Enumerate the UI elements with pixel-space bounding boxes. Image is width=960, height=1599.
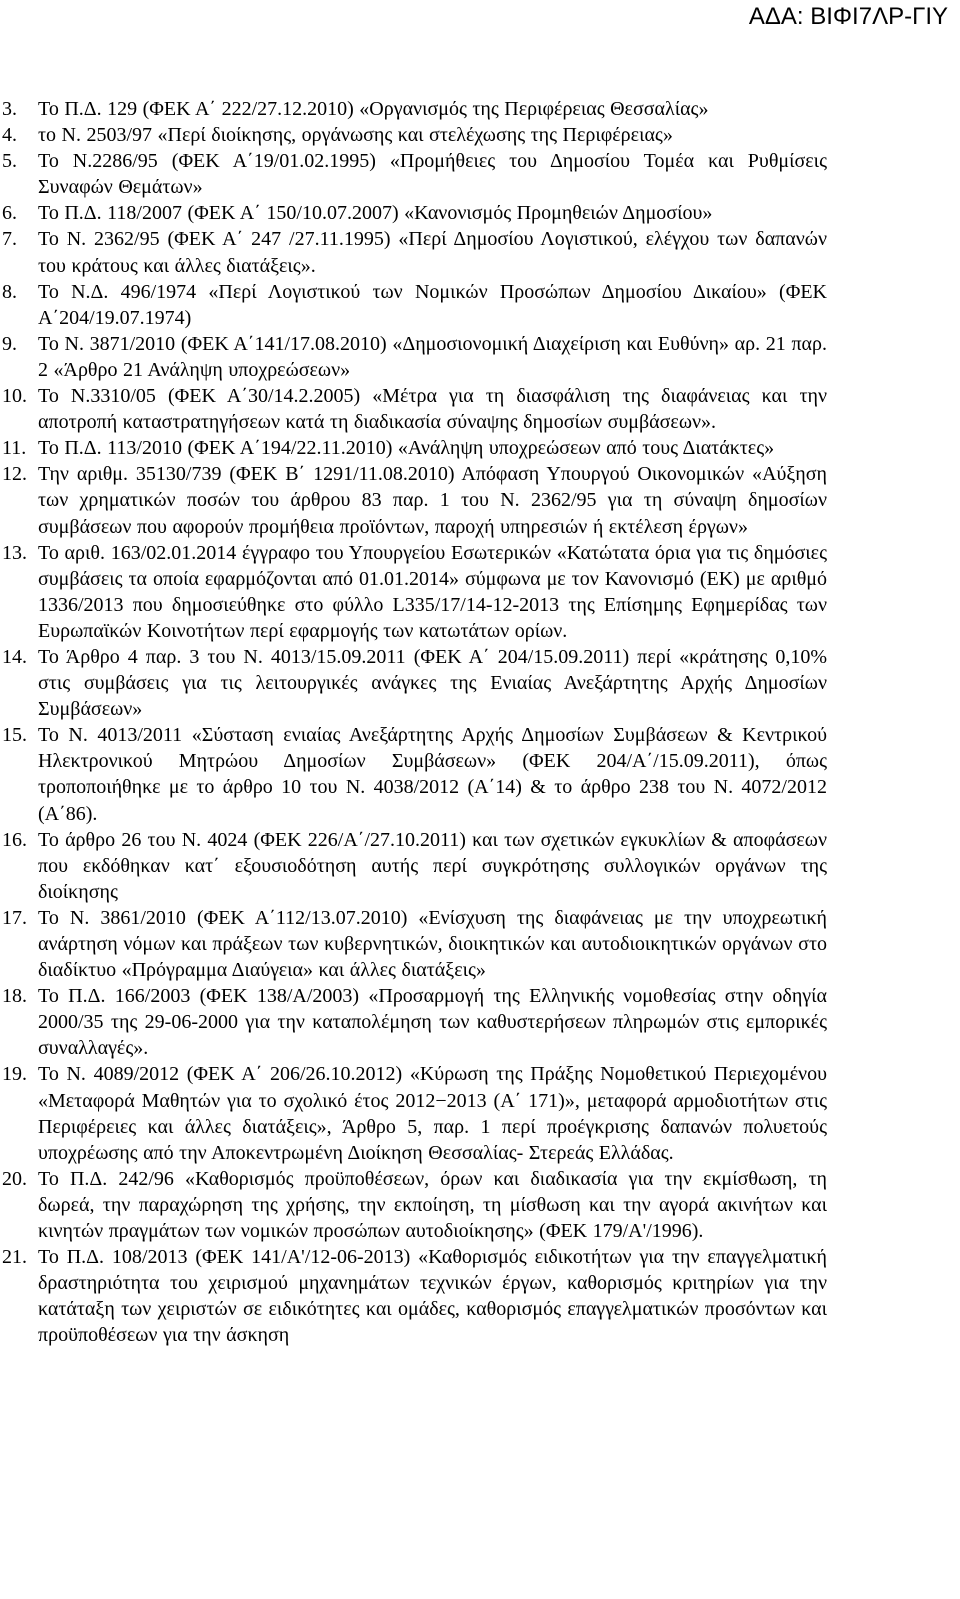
list-item (0, 644, 960, 722)
item-number: 3. (2, 98, 17, 120)
list-item (0, 1061, 960, 1165)
item-text: Το Ν.Δ. 496/1974 «Περί Λογιστικού των Νομικών Προσώπων Δημοσίου Δικαίου» (ΦΕΚ Α΄204/19.07.1974) (38, 280, 827, 329)
list-item (0, 122, 960, 148)
item-text: Το Π.Δ. 108/2013 (ΦΕΚ 141/Α'/12-06-2013) «Καθορισμός ειδικοτήτων για την επαγγελματική δραστηριότητα του χειρισμού μηχανημάτων τεχνικών έργων, καθορισμός κριτηρίων για την κατάταξη των χειριστών σε ειδικότητες και ομάδες, καθορισμός επαγγελματικών προσόντων και προϋποθέσεων για την άσκηση (38, 1246, 827, 1347)
item-number: 11. (2, 437, 27, 460)
item-text: Το Ν.3310/05 (ΦΕΚ Α΄30/14.2.2005) «Μέτρα για τη διασφάλιση της διαφάνειας και την αποτροπή καταστρατηγήσεων κατά τη διαδικασία σύναψης δημοσίων συμβάσεων». (38, 385, 827, 434)
item-text: Το Π.Δ. 118/2007 (ΦΕΚ Α΄ 150/10.07.2007) «Κανονισμός Προμηθειών Δημοσίου» (38, 202, 713, 225)
list-item (0, 331, 960, 383)
item-text: Το Ν. 3871/2010 (ΦΕΚ Α΄141/17.08.2010) «Δημοσιονομική Διαχείριση και Ευθύνη» αρ. 21 παρ. 2 «Άρθρο 21 Ανάληψη υποχρεώσεων» (38, 332, 827, 381)
item-number: 15. (2, 724, 27, 747)
item-number: 19. (2, 1063, 27, 1086)
list-item (0, 148, 960, 200)
item-text: Την αριθμ. 35130/739 (ΦΕΚ Β΄ 1291/11.08.2010) Απόφαση Υπουργού Οικονομικών «Αύξηση των χρηματικών ποσών του άρθρου 83 παρ. 1 του Ν. 2362/95 για τη σύναψη δημοσίων συμβάσεων που αφορούν προμήθεια προϊόντων, παροχή υπηρεσιών ή εκτέλεση έργων» (38, 463, 827, 538)
item-text: Το Ν. 4089/2012 (ΦΕΚ Α΄ 206/26.10.2012) «Κύρωση της Πράξης Νομοθετικού Περιεχομένου «Μεταφορά Μαθητών για το σχολικό έτος 2012−2013 (Α΄ 171)», μεταφορά αρμοδιοτήτων στις Περιφέρειες και άλλες διατάξεις», Άρθρο 5, παρ. 1 περί προέγκρισης δαπανών πολυετούς υποχρέωσης από την Αποκεντρωμένη Διοίκηση Θεσσαλίας- Στερεάς Ελλάδας. (38, 1063, 827, 1164)
item-text: Το Π.Δ. 242/96 «Καθορισμός προϋποθέσεων, όρων και διαδικασία για την εκμίσθωση, τη δωρεά, την παραχώρηση της χρήσης, την εκποίηση, τη μίσθωση και την αγορά ακινήτων και κινητών πραγμάτων των νομικών προσώπων αυτοδιοίκησης» (ΦΕΚ 179/Α'/1996). (38, 1167, 827, 1243)
item-text: το Ν. 2503/97 «Περί διοίκησης, οργάνωσης και στελέχωσης της Περιφέρειας» (38, 124, 673, 147)
item-number: 17. (2, 906, 27, 929)
item-text: Το Ν. 2362/95 (ΦΕΚ Α΄ 247 /27.11.1995) «Περί Δημοσίου Λογιστικού, ελέγχου των δαπανών του κράτους και άλλες διατάξεις». (38, 228, 827, 277)
item-number: 20. (2, 1167, 27, 1190)
list-item (0, 983, 960, 1061)
list-item (0, 540, 960, 644)
item-number: 21. (2, 1246, 27, 1269)
item-number: 9. (2, 332, 17, 355)
item-text: Το Άρθρο 4 παρ. 3 του Ν. 4013/15.09.2011 (ΦΕΚ Α΄ 204/15.09.2011) περί «κράτησης 0,10% στις συμβάσεις για τις λειτουργικές ανάγκες της Ενιαίας Ανεξάρτητης Αρχής Δημοσίων Συμβάσεων» (38, 645, 827, 721)
item-text: Το Ν.2286/95 (ΦΕΚ Α΄19/01.02.1995) «Προμήθειες του Δημοσίου Τομέα και Ρυθμίσεις Συναφών Θεμάτων» (38, 150, 827, 199)
item-number: 6. (2, 202, 17, 225)
list-item (0, 1166, 960, 1244)
list-item (0, 96, 960, 122)
item-number: 13. (2, 541, 27, 564)
list-item (0, 200, 960, 226)
item-text: Το άρθρο 26 του Ν. 4024 (ΦΕΚ 226/Α΄/27.10.2011) και των σχετικών εγκυκλίων & αποφάσεων που εκδόθηκαν κατ΄ εξουσιοδότηση αυτής περί συγκρότησης συλλογικών οργάνων της διοίκησης (38, 828, 827, 903)
item-number: 18. (2, 985, 27, 1008)
item-text: Το Π.Δ. 166/2003 (ΦΕΚ 138/Α/2003) «Προσαρμογή της Ελληνικής νομοθεσίας στην οδηγία 2000/35 της 29-06-2000 για την καταπολέμηση των καθυστερήσεων πληρωμών στις εμπορικές συναλλαγές». (38, 985, 827, 1060)
list-item (0, 279, 960, 331)
item-text: Το Π.Δ. 129 (ΦΕΚ Α΄ 222/27.12.2010) «Οργανισμός της Περιφέρειας Θεσσαλίας» (38, 98, 709, 120)
list-item (0, 435, 960, 461)
item-text: Το Π.Δ. 113/2010 (ΦΕΚ Α΄194/22.11.2010) «Ανάληψη υποχρεώσεων από τους Διατάκτες» (38, 437, 775, 460)
item-number: 5. (2, 150, 17, 173)
item-number: 10. (2, 385, 27, 408)
list-item (0, 827, 960, 905)
list-item (0, 722, 960, 826)
list-item (0, 905, 960, 983)
item-text: Το αριθ. 163/02.01.2014 έγγραφο του Υπουργείου Εσωτερικών «Κατώτατα όρια για τις δημόσιες συμβάσεις τα οποία εφαρμόζονται από 01.01.2014» σύμφωνα με τον Κανονισμό (ΕΚ) με αριθμό 1336/2013 που δημοσιεύθηκε στο φύλλο L335/17/14-12-2013 της Επίσημης Εφημερίδας των Ευρωπαϊκών Κοινοτήτων περί εφαρμογής των κατωτάτων ορίων. (38, 541, 827, 642)
item-text: Το Ν. 3861/2010 (ΦΕΚ Α΄112/13.07.2010) «Ενίσχυση της διαφάνειας με την υποχρεωτική ανάρτηση νόμων και πράξεων των κυβερνητικών, διοικητικών και αυτοδιοικητικών οργάνων στο διαδίκτυο «Πρόγραμμα Διαύγεια» και άλλες διατάξεις» (38, 906, 827, 982)
item-number: 16. (2, 828, 27, 851)
legal-references-list (0, 96, 960, 1349)
item-number: 7. (2, 228, 17, 251)
ada-code: ΑΔΑ: ΒΙΦΙ7ΛΡ-ΓΙΥ (748, 3, 948, 30)
list-item (0, 383, 960, 435)
item-text: Το Ν. 4013/2011 «Σύσταση ενιαίας Ανεξάρτητης Αρχής Δημοσίων Συμβάσεων & Κεντρικού Ηλεκτρονικού Μητρώου Δημοσίων Συμβάσεων» (ΦΕΚ 204/Α΄/15.09.2011), όπως τροποποιήθηκε με το άρθρο 10 του Ν. 4038/2012 (Α΄14) & το άρθρο 238 του Ν. 4072/2012 (Α΄86). (38, 724, 827, 825)
item-number: 12. (2, 463, 27, 486)
item-number: 14. (2, 645, 27, 668)
item-number: 8. (2, 280, 17, 303)
item-number: 4. (2, 124, 17, 147)
list-item (0, 1244, 960, 1348)
list-item (0, 461, 960, 539)
list-item (0, 226, 960, 278)
